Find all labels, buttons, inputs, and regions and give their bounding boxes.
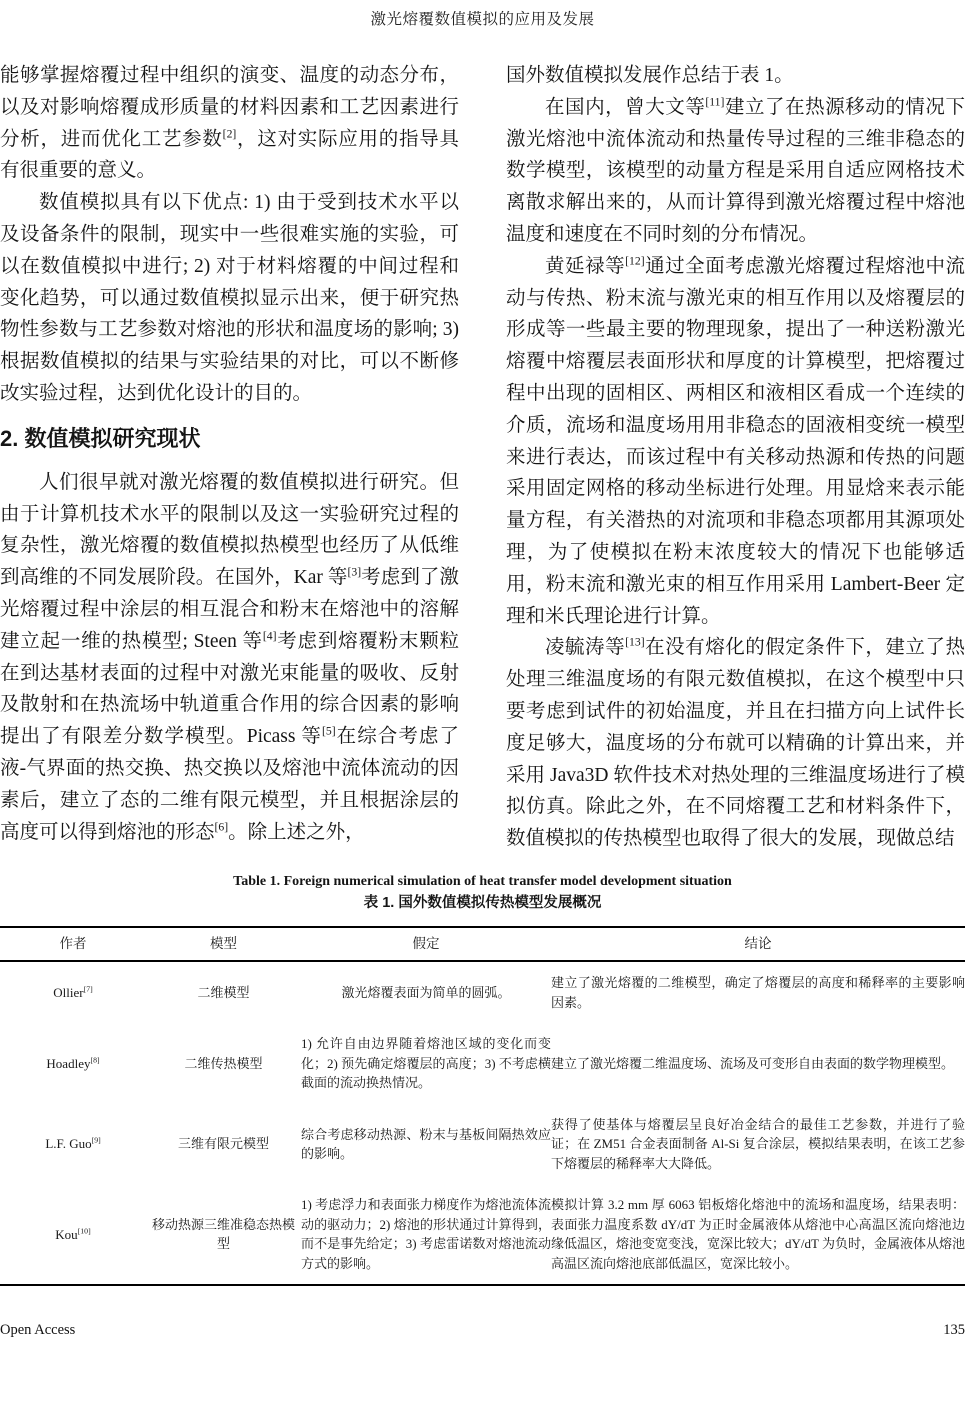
reference-superscript: [8] [90,1055,100,1065]
open-access-label: Open Access [0,1322,76,1339]
table-row [0,1023,965,1104]
model-cell: 移动热源三维准稳态热模型 [151,1216,295,1252]
author-cell: Hoadley[8] [46,1055,100,1071]
reference-superscript: [7] [83,984,93,994]
section-heading: 2. 数值模拟研究现状 [0,425,201,451]
page-footer [0,1320,965,1340]
author-cell: L.F. Guo[9] [45,1136,101,1152]
body-columns [0,60,965,855]
page-number: 135 [943,1322,965,1339]
model-cell: 三维有限元模型 [177,1136,269,1152]
table-caption-chinese: 表 1. 国外数值模拟传热模型发展概况 [363,894,602,911]
author-cell: Ollier[7] [53,984,93,1001]
conclusion-cell: 建立了激光熔覆的二维模型，确定了熔覆层的高度和稀释率的主要影响因素。 [551,975,965,1010]
assumption-cell: 1) 允许自由边界随着熔池区域的变化而变化；2) 预先确定熔覆层的高度；3) 不考虑横截面的流动换热情况。 [301,1036,551,1091]
assumption-cell: 综合考虑移动热源、粉末与基板间隔热效应的影响。 [301,1126,551,1162]
table-section [0,871,965,1287]
model-cell: 二维传热模型 [184,1055,263,1071]
paragraph: 在国内，曾大文等[11]建立了在热源移动的情况下激光熔池中流体流动和热量传导过程的三维非稳态的数学模型，该模型的动量方程是采用自适应网格技术离散求解出来的，从而计算得到激光熔覆过程中熔池温度和速度在不同时刻的分布情况。 [506,95,965,245]
reference-superscript: [9] [91,1136,101,1146]
assumption-cell: 激光熔覆表面为简单的圆弧。 [341,985,511,1001]
conclusion-cell: 获得了使基体与熔覆层呈良好冶金结合的最佳工艺参数，并进行了验证；在 ZM51 合金表面制备 Al-Si 复合涂层，模拟结果表明，在该工艺参下熔覆层的稀释率大大降低。 [551,1116,965,1171]
running-head-title: 激光熔覆数值模拟的应用及发展 [370,11,595,28]
column-header-model: 模型 [146,927,301,962]
table-row [0,961,965,1023]
author-cell: Kou[10] [55,1226,91,1242]
paragraph: 国外数值模拟发展作总结于表 1。 [506,65,794,86]
left-column [0,60,459,855]
assumption-cell: 1) 考虑浮力和表面张力梯度作为熔池流体流动的驱动力；2) 熔池的形状通过计算得到，而不是事先给定；3) 考虑雷诺数对熔池流动方式的影响。 [301,1197,551,1271]
model-cell: 二维模型 [197,985,250,1001]
conclusion-cell: 模拟计算 3.2 mm 厚 6063 铝板熔化熔池中的流场和温度场，结果表明：表面张力温度系数 dY/dT 为正时金属液体从熔池中心高温区流向熔池边缘低温区，熔池变宽变浅，宽深比较大；dY/dT 为负时，金属液体从熔池高温区流向熔池底部低温区，宽深比较小。 [551,1197,965,1271]
table-header-row [0,927,965,962]
paragraph: 能够掌握熔覆过程中组织的演变、温度的动态分布，以及对影响熔覆成形质量的材料因素和工艺因素进行分析，进而优化工艺参数[2]，这对实际应用的指导具有很重要的意义。 [0,65,459,182]
table-caption-english: Table 1. Foreign numerical simulation of heat transfer model development situation [233,873,732,889]
paragraph: 人们很早就对激光熔覆的数值模拟进行研究。但由于计算机技术水平的限制以及这一实验研究过程的复杂性，激光熔覆的数值模拟热模型也经历了从低维到高维的不同发展阶段。在国外，Kar 等[3]考虑到了激光熔覆过程中涂层的相互混合和粉末在熔池中的溶解建立起一维的热模型; Steen 等[4]考虑到熔覆粉末颗粒在到达基材表面的过程中对激光束能量的吸收、反射及散射和在热流场中轨道重合作用的综合因素的影响提出了有限差分数学模型。Picass 等[5]在综合考虑了液-气界面的热交换、热交换以及熔池中流体流动的因素后，建立了态的二维有限元模型，并且根据涂层的高度可以得到熔池的形态[6]。除上述之外， [0,471,459,843]
heat-transfer-models-table [0,926,965,1287]
table-row [0,1184,965,1285]
reference-superscript: [10] [77,1226,91,1236]
paragraph: 凌毓涛等[13]在没有熔化的假定条件下，建立了热处理三维温度场的有限元数值模拟，在这个模型中只要考虑到试件的初始温度，并且在扫描方向上试件长度足够大，温度场的分布就可以精确的计算出来，并采用 Java3D 软件技术对热处理的三维温度场进行了模拟仿真。除此之外，在不同熔覆工艺和材料条件下，数值模拟的传热模型也取得了很大的发展，现做总结 [506,635,965,850]
table-row [0,1104,965,1185]
column-header-assumption: 假定 [301,927,551,962]
conclusion-cell: 建立了激光熔覆二维温度场、流场及可变形自由表面的数学物理模型。 [551,1055,955,1071]
column-header-author: 作者 [0,927,146,962]
column-header-conclusion: 结论 [551,927,965,962]
paragraph: 数值模拟具有以下优点: 1) 由于受到技术水平以及设备条件的限制，现实中一些很难实施的实验，可以在数值模拟中进行; 2) 对于材料熔覆的中间过程和变化趋势，可以通过数值模拟显示出来，便于研究热物性参数与工艺参数对熔池的形状和温度场的影响; 3) 根据数值模拟的结果与实验结果的对比，可以不断修改实验过程，达到优化设计的目的。 [0,192,459,404]
right-column [506,60,965,855]
paragraph: 黄延禄等[12]通过全面考虑激光熔覆过程熔池中流动与传热、粉末流与激光束的相互作用以及熔覆层的形成等一些最主要的物理现象，提出了一种送粉激光熔覆中熔覆层表面形状和厚度的计算模型，把熔覆过程中出现的固相区、两相区和液相区看成一个连续的介质，流场和温度场用用非稳态的固液相变统一模型来进行表达，而该过程中有关移动热源和传热的问题采用固定网格的移动坐标进行处理。用显焓来表示能量方程，有关潜热的对流项和非稳态项都用其源项处理，为了使模拟在粉末浓度较大的情况下也能够适用，粉末流和激光束的相互作用采用 Lambert-Beer 定理和米氏理论进行计算。 [506,254,965,627]
